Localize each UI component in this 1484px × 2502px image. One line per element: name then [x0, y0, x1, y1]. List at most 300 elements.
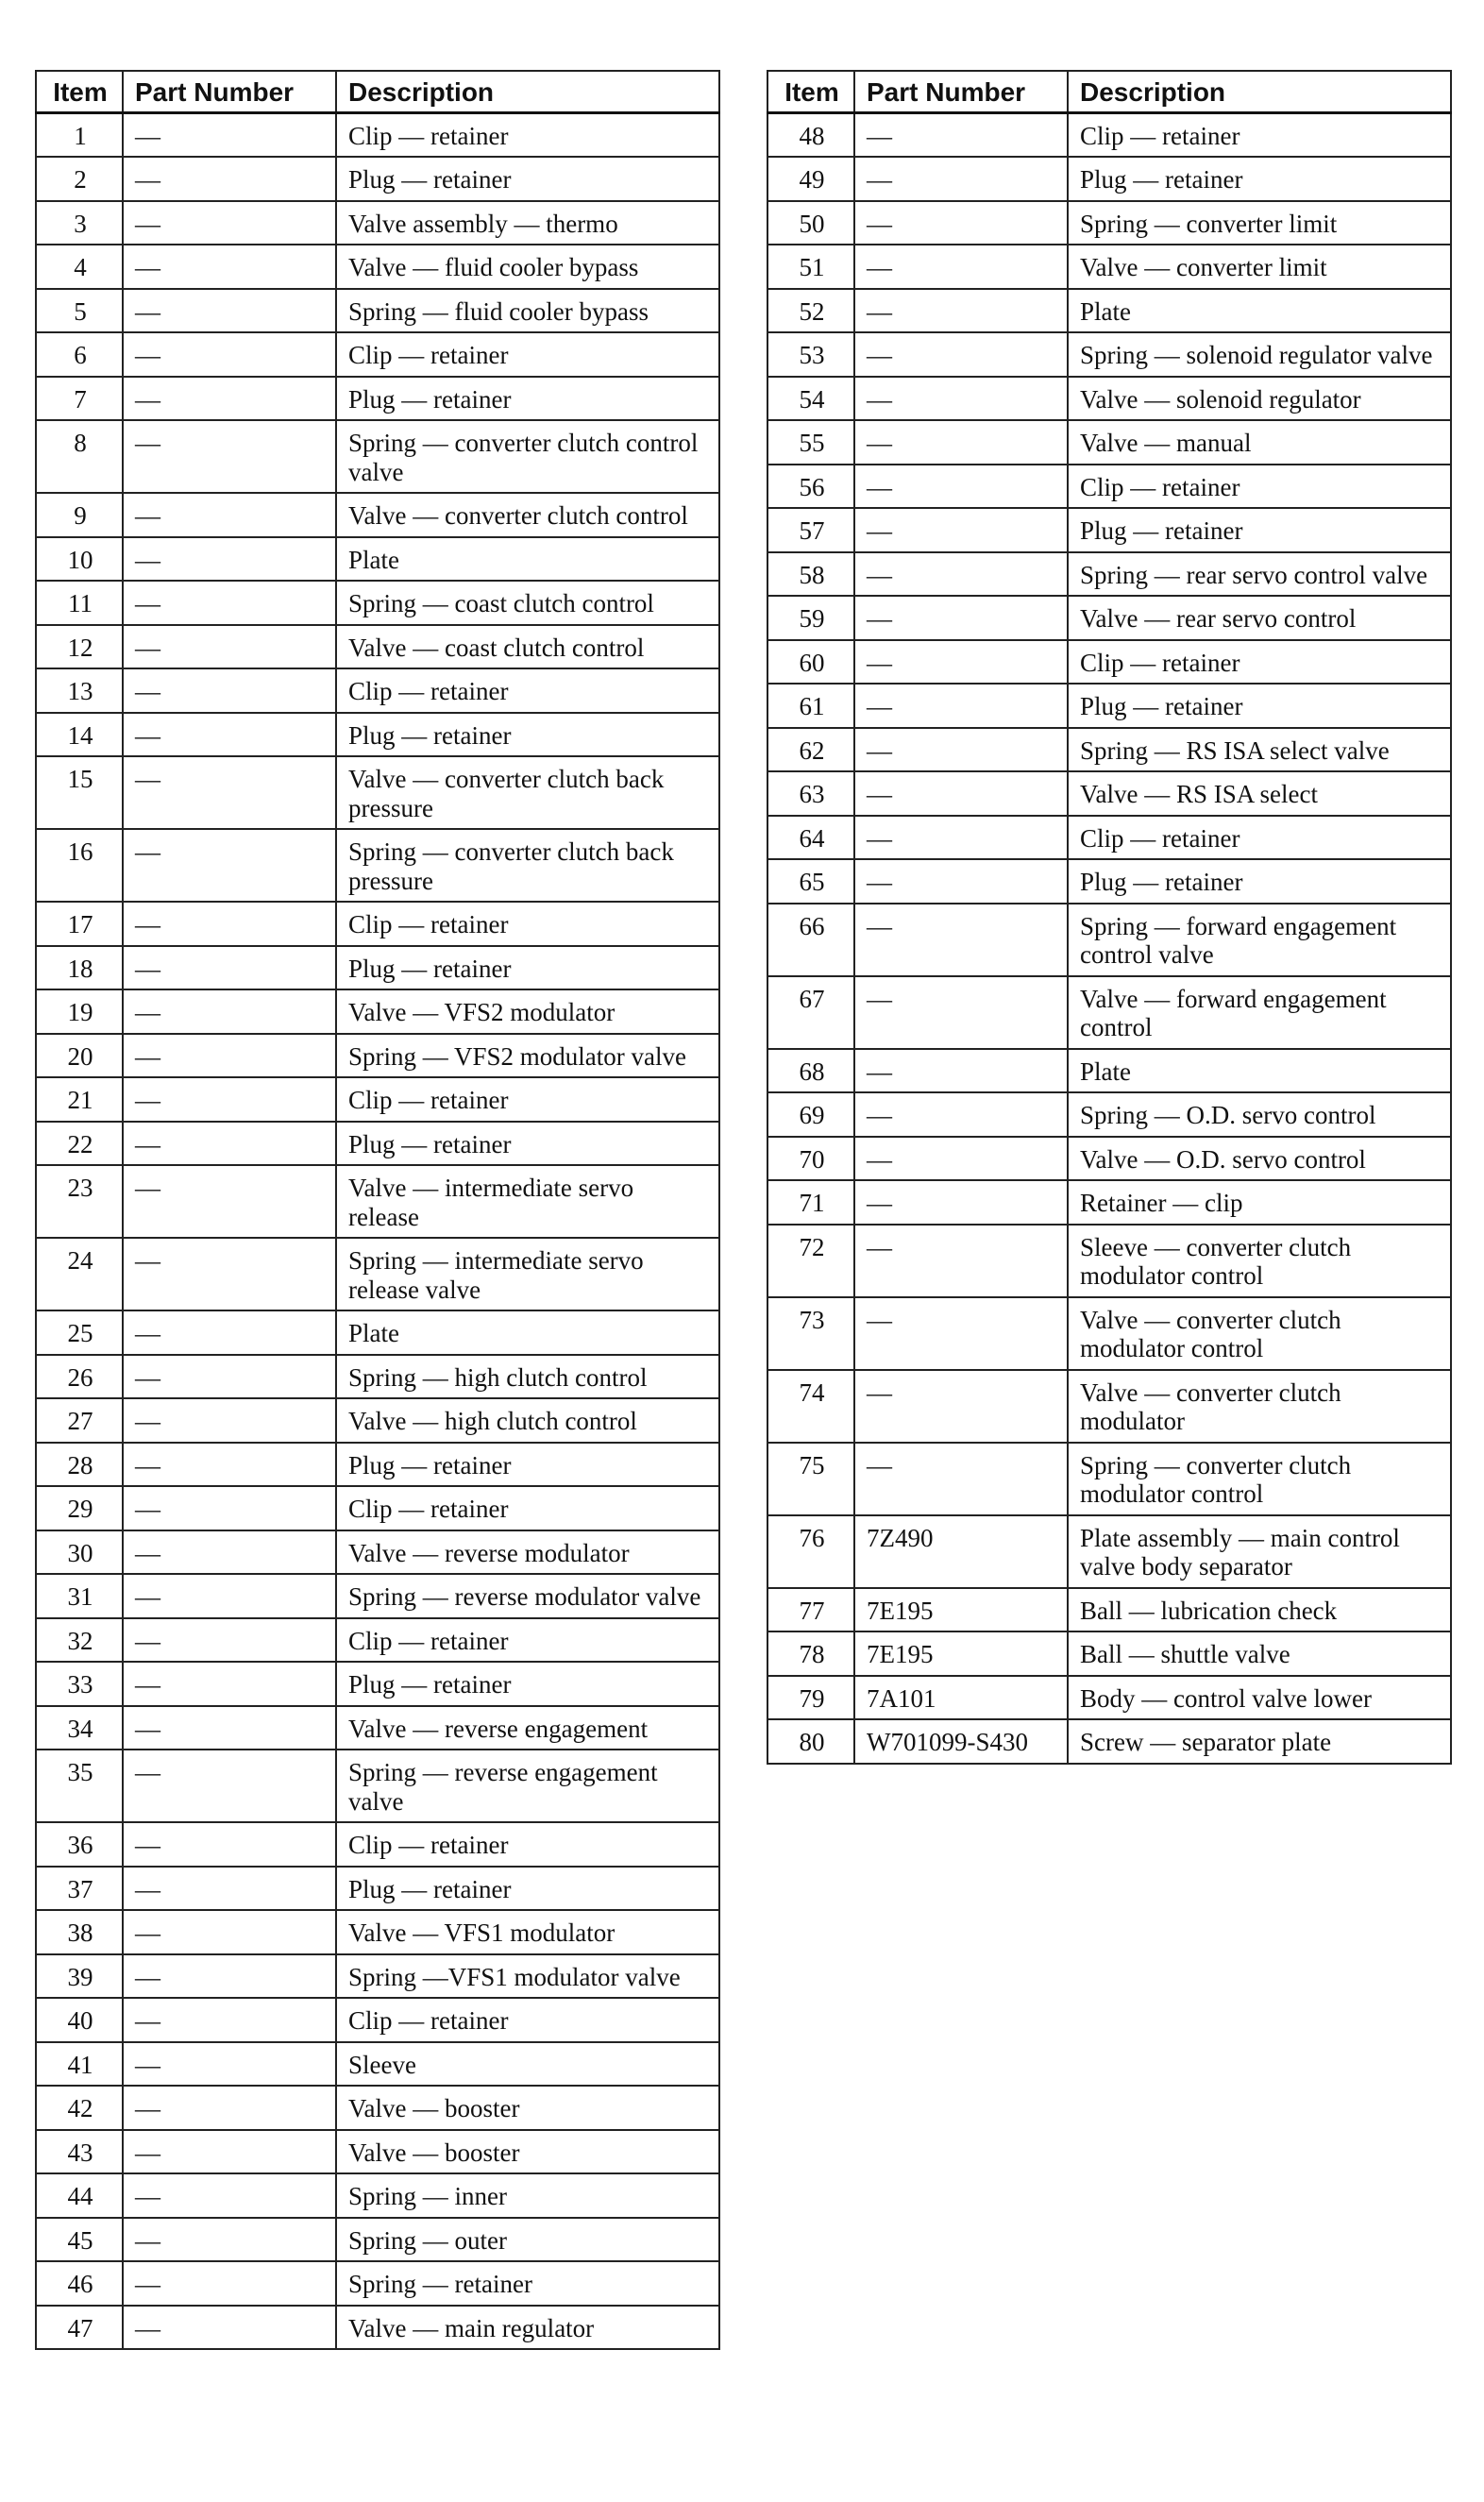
description-cell: Spring — rear servo control valve — [1068, 552, 1451, 597]
table-row — [767, 377, 1451, 421]
description-cell: Valve — forward engagement control — [1068, 976, 1451, 1049]
description-cell: Spring — VFS2 modulator valve — [336, 1034, 719, 1078]
table-row — [36, 2086, 719, 2130]
table-row — [767, 289, 1451, 333]
table-row — [36, 1034, 719, 1078]
description-cell: Clip — retainer — [336, 902, 719, 946]
part-number-cell: — — [123, 625, 336, 669]
item-cell: 41 — [36, 2042, 123, 2087]
item-cell: 32 — [36, 1618, 123, 1663]
description-cell: Screw — separator plate — [1068, 1719, 1451, 1764]
table-row — [767, 420, 1451, 465]
part-number-cell: — — [123, 1706, 336, 1750]
item-cell: 74 — [767, 1370, 854, 1443]
description-cell: Valve — solenoid regulator — [1068, 377, 1451, 421]
description-cell: Valve — booster — [336, 2086, 719, 2130]
item-cell: 39 — [36, 1954, 123, 1999]
part-number-cell: 7E195 — [854, 1588, 1068, 1632]
table-row — [767, 640, 1451, 685]
table-row — [767, 332, 1451, 377]
item-cell: 49 — [767, 157, 854, 201]
description-cell: Valve — fluid cooler bypass — [336, 245, 719, 289]
description-cell: Valve — reverse engagement — [336, 1706, 719, 1750]
table-row — [36, 1954, 719, 1999]
part-number-cell: — — [854, 552, 1068, 597]
item-cell: 68 — [767, 1049, 854, 1093]
item-cell: 12 — [36, 625, 123, 669]
item-cell: 16 — [36, 829, 123, 902]
table-row — [767, 112, 1451, 157]
part-number-cell: — — [123, 537, 336, 582]
table-row — [36, 289, 719, 333]
part-number-cell: — — [123, 581, 336, 625]
description-cell: Plug — retainer — [1068, 684, 1451, 728]
table-row — [36, 1750, 719, 1822]
table-row — [36, 902, 719, 946]
part-number-cell: — — [123, 1530, 336, 1575]
description-cell: Valve — VFS2 modulator — [336, 989, 719, 1034]
item-cell: 25 — [36, 1310, 123, 1355]
item-cell: 78 — [767, 1631, 854, 1676]
description-cell: Plug — retainer — [1068, 859, 1451, 904]
part-number-cell: — — [854, 1370, 1068, 1443]
part-number-cell: — — [854, 201, 1068, 245]
part-number-cell: — — [123, 1165, 336, 1238]
description-cell: Ball — lubrication check — [1068, 1588, 1451, 1632]
part-number-cell: — — [854, 332, 1068, 377]
column-header-item: Item — [767, 71, 854, 112]
description-cell: Plug — retainer — [336, 946, 719, 990]
item-cell: 26 — [36, 1355, 123, 1399]
column-header-description: Description — [1068, 71, 1451, 112]
description-cell: Clip — retainer — [1068, 112, 1451, 157]
part-number-cell: — — [854, 1137, 1068, 1181]
part-number-cell: — — [123, 1398, 336, 1443]
description-cell: Valve — converter clutch modulator control — [1068, 1297, 1451, 1370]
description-cell: Clip — retainer — [1068, 465, 1451, 509]
table-row — [767, 508, 1451, 552]
table-row — [36, 2261, 719, 2306]
description-cell: Valve — rear servo control — [1068, 596, 1451, 640]
item-cell: 10 — [36, 537, 123, 582]
table-row — [767, 1676, 1451, 1720]
item-cell: 48 — [767, 112, 854, 157]
part-number-cell: — — [123, 1662, 336, 1706]
description-cell: Valve — converter clutch control — [336, 493, 719, 537]
part-number-cell: — — [123, 668, 336, 713]
description-cell: Valve — intermediate servo release — [336, 1165, 719, 1238]
description-cell: Valve — coast clutch control — [336, 625, 719, 669]
description-cell: Plate — [1068, 289, 1451, 333]
part-number-cell: — — [123, 1355, 336, 1399]
table-row — [767, 1137, 1451, 1181]
table-row — [767, 552, 1451, 597]
description-cell: Spring — outer — [336, 2218, 719, 2262]
item-cell: 79 — [767, 1676, 854, 1720]
table-row — [36, 829, 719, 902]
item-cell: 33 — [36, 1662, 123, 1706]
part-number-cell: — — [123, 493, 336, 537]
table-row — [36, 1398, 719, 1443]
description-cell: Valve assembly — thermo — [336, 201, 719, 245]
item-cell: 69 — [767, 1092, 854, 1137]
part-number-cell: — — [123, 1822, 336, 1867]
part-number-cell: — — [854, 1225, 1068, 1297]
item-cell: 30 — [36, 1530, 123, 1575]
part-number-cell: — — [854, 1297, 1068, 1370]
description-cell: Sleeve — [336, 2042, 719, 2087]
item-cell: 2 — [36, 157, 123, 201]
description-cell: Plug — retainer — [1068, 508, 1451, 552]
table-row — [767, 201, 1451, 245]
item-cell: 70 — [767, 1137, 854, 1181]
table-row — [767, 1631, 1451, 1676]
table-row — [767, 1719, 1451, 1764]
table-row — [36, 332, 719, 377]
part-number-cell: — — [854, 684, 1068, 728]
description-cell: Spring — converter clutch modulator control — [1068, 1443, 1451, 1515]
description-cell: Spring — solenoid regulator valve — [1068, 332, 1451, 377]
item-cell: 35 — [36, 1750, 123, 1822]
item-cell: 34 — [36, 1706, 123, 1750]
description-cell: Spring — converter limit — [1068, 201, 1451, 245]
part-number-cell: — — [123, 245, 336, 289]
description-cell: Plug — retainer — [336, 713, 719, 757]
part-number-cell: — — [854, 1092, 1068, 1137]
table-row — [767, 596, 1451, 640]
item-cell: 15 — [36, 756, 123, 829]
item-cell: 21 — [36, 1077, 123, 1122]
table-row — [767, 1370, 1451, 1443]
description-cell: Clip — retainer — [336, 332, 719, 377]
table-row — [36, 2306, 719, 2350]
description-cell: Ball — shuttle valve — [1068, 1631, 1451, 1676]
description-cell: Plug — retainer — [336, 1662, 719, 1706]
description-cell: Spring — O.D. servo control — [1068, 1092, 1451, 1137]
description-cell: Plate — [1068, 1049, 1451, 1093]
description-cell: Valve — high clutch control — [336, 1398, 719, 1443]
table-row — [36, 989, 719, 1034]
description-cell: Clip — retainer — [336, 1822, 719, 1867]
description-cell: Spring — converter clutch control valve — [336, 420, 719, 493]
item-cell: 76 — [767, 1515, 854, 1588]
table-row — [767, 976, 1451, 1049]
item-cell: 23 — [36, 1165, 123, 1238]
part-number-cell: — — [123, 1574, 336, 1618]
description-cell: Valve — RS ISA select — [1068, 771, 1451, 816]
item-cell: 50 — [767, 201, 854, 245]
part-number-cell: — — [854, 771, 1068, 816]
table-row — [36, 1077, 719, 1122]
part-number-cell: — — [854, 640, 1068, 685]
item-cell: 65 — [767, 859, 854, 904]
part-number-cell: — — [854, 728, 1068, 772]
description-cell: Spring —VFS1 modulator valve — [336, 1954, 719, 1999]
item-cell: 37 — [36, 1867, 123, 1911]
description-cell: Valve — main regulator — [336, 2306, 719, 2350]
parts-table-right — [767, 70, 1452, 1765]
table-row — [36, 625, 719, 669]
description-cell: Clip — retainer — [336, 1998, 719, 2042]
table-header-row — [767, 71, 1451, 112]
table-row — [36, 1662, 719, 1706]
item-cell: 45 — [36, 2218, 123, 2262]
table-row — [36, 713, 719, 757]
description-cell: Valve — booster — [336, 2130, 719, 2174]
table-row — [36, 1122, 719, 1166]
table-row — [767, 1180, 1451, 1225]
part-number-cell: — — [123, 1122, 336, 1166]
item-cell: 67 — [767, 976, 854, 1049]
table-row — [767, 1092, 1451, 1137]
table-row — [36, 1574, 719, 1618]
table-row — [36, 2130, 719, 2174]
column-header-part-number: Part Number — [854, 71, 1068, 112]
description-cell: Valve — O.D. servo control — [1068, 1137, 1451, 1181]
part-number-cell: — — [123, 1310, 336, 1355]
part-number-cell: — — [123, 201, 336, 245]
table-row — [36, 581, 719, 625]
column-header-part-number: Part Number — [123, 71, 336, 112]
item-cell: 63 — [767, 771, 854, 816]
item-cell: 42 — [36, 2086, 123, 2130]
item-cell: 7 — [36, 377, 123, 421]
part-number-cell: — — [854, 904, 1068, 976]
table-row — [36, 756, 719, 829]
table-row — [767, 1225, 1451, 1297]
description-cell: Plug — retainer — [336, 377, 719, 421]
table-row — [767, 1049, 1451, 1093]
table-row — [36, 1910, 719, 1954]
part-number-cell: 7A101 — [854, 1676, 1068, 1720]
part-number-cell: — — [123, 713, 336, 757]
part-number-cell: 7E195 — [854, 1631, 1068, 1676]
description-cell: Spring — forward engagement control valve — [1068, 904, 1451, 976]
part-number-cell: — — [123, 157, 336, 201]
table-row — [36, 1618, 719, 1663]
description-cell: Valve — reverse modulator — [336, 1530, 719, 1575]
item-cell: 60 — [767, 640, 854, 685]
item-cell: 51 — [767, 245, 854, 289]
part-number-cell: — — [854, 1049, 1068, 1093]
item-cell: 24 — [36, 1238, 123, 1310]
item-cell: 72 — [767, 1225, 854, 1297]
part-number-cell: — — [854, 289, 1068, 333]
description-cell: Spring — RS ISA select valve — [1068, 728, 1451, 772]
item-cell: 11 — [36, 581, 123, 625]
item-cell: 4 — [36, 245, 123, 289]
part-number-cell: — — [854, 157, 1068, 201]
item-cell: 19 — [36, 989, 123, 1034]
description-cell: Clip — retainer — [1068, 816, 1451, 860]
table-row — [767, 684, 1451, 728]
table-row — [767, 728, 1451, 772]
table-row — [36, 420, 719, 493]
description-cell: Clip — retainer — [1068, 640, 1451, 685]
item-cell: 55 — [767, 420, 854, 465]
table-row — [36, 537, 719, 582]
item-cell: 58 — [767, 552, 854, 597]
description-cell: Valve — converter limit — [1068, 245, 1451, 289]
part-number-cell: — — [123, 756, 336, 829]
part-number-cell: — — [123, 2218, 336, 2262]
table-row — [767, 1443, 1451, 1515]
table-row — [36, 245, 719, 289]
part-number-cell: — — [123, 2130, 336, 2174]
part-number-cell: — — [123, 1486, 336, 1530]
item-cell: 54 — [767, 377, 854, 421]
item-cell: 71 — [767, 1180, 854, 1225]
table-row — [767, 465, 1451, 509]
item-cell: 57 — [767, 508, 854, 552]
table-row — [36, 1310, 719, 1355]
item-cell: 64 — [767, 816, 854, 860]
item-cell: 22 — [36, 1122, 123, 1166]
description-cell: Valve — manual — [1068, 420, 1451, 465]
table-row — [36, 493, 719, 537]
part-number-cell: — — [123, 902, 336, 946]
table-row — [36, 1822, 719, 1867]
part-number-cell: — — [854, 112, 1068, 157]
item-cell: 73 — [767, 1297, 854, 1370]
item-cell: 56 — [767, 465, 854, 509]
part-number-cell: — — [123, 1910, 336, 1954]
part-number-cell: — — [123, 2306, 336, 2350]
item-cell: 31 — [36, 1574, 123, 1618]
table-row — [36, 2173, 719, 2218]
part-number-cell: — — [123, 332, 336, 377]
item-cell: 46 — [36, 2261, 123, 2306]
table-row — [36, 668, 719, 713]
item-cell: 44 — [36, 2173, 123, 2218]
description-cell: Clip — retainer — [336, 112, 719, 157]
part-number-cell: — — [854, 596, 1068, 640]
part-number-cell: — — [123, 1998, 336, 2042]
table-row — [36, 201, 719, 245]
description-cell: Valve — VFS1 modulator — [336, 1910, 719, 1954]
description-cell: Plug — retainer — [336, 1867, 719, 1911]
item-cell: 3 — [36, 201, 123, 245]
item-cell: 27 — [36, 1398, 123, 1443]
item-cell: 18 — [36, 946, 123, 990]
table-row — [36, 157, 719, 201]
part-number-cell: — — [854, 420, 1068, 465]
table-row — [36, 2042, 719, 2087]
table-row — [767, 1588, 1451, 1632]
table-row — [36, 112, 719, 157]
item-cell: 75 — [767, 1443, 854, 1515]
part-number-cell: — — [123, 2173, 336, 2218]
description-cell: Plug — retainer — [1068, 157, 1451, 201]
part-number-cell: — — [854, 1180, 1068, 1225]
description-cell: Clip — retainer — [336, 1618, 719, 1663]
item-cell: 14 — [36, 713, 123, 757]
description-cell: Spring — converter clutch back pressure — [336, 829, 719, 902]
table-row — [36, 377, 719, 421]
column-header-item: Item — [36, 71, 123, 112]
table-row — [36, 2218, 719, 2262]
part-number-cell: — — [123, 420, 336, 493]
part-number-cell: — — [123, 989, 336, 1034]
part-number-cell: 7Z490 — [854, 1515, 1068, 1588]
table-row — [767, 1515, 1451, 1588]
part-number-cell: — — [123, 2042, 336, 2087]
item-cell: 28 — [36, 1443, 123, 1487]
table-row — [36, 1238, 719, 1310]
description-cell: Spring — reverse engagement valve — [336, 1750, 719, 1822]
table-row — [36, 946, 719, 990]
part-number-cell: — — [123, 377, 336, 421]
description-cell: Retainer — clip — [1068, 1180, 1451, 1225]
item-cell: 61 — [767, 684, 854, 728]
item-cell: 62 — [767, 728, 854, 772]
table-body-left — [36, 112, 719, 2349]
table-row — [36, 1355, 719, 1399]
part-number-cell: — — [123, 289, 336, 333]
item-cell: 36 — [36, 1822, 123, 1867]
description-cell: Clip — retainer — [336, 1486, 719, 1530]
column-header-description: Description — [336, 71, 719, 112]
part-number-cell: — — [123, 1238, 336, 1310]
item-cell: 47 — [36, 2306, 123, 2350]
table-row — [36, 1530, 719, 1575]
part-number-cell: — — [123, 1077, 336, 1122]
part-number-cell: — — [854, 508, 1068, 552]
item-cell: 9 — [36, 493, 123, 537]
part-number-cell: — — [123, 946, 336, 990]
part-number-cell: — — [854, 859, 1068, 904]
part-number-cell: — — [123, 1954, 336, 1999]
part-number-cell: — — [123, 829, 336, 902]
part-number-cell: — — [123, 112, 336, 157]
table-row — [36, 1165, 719, 1238]
part-number-cell: — — [123, 1443, 336, 1487]
table-row — [36, 1486, 719, 1530]
description-cell: Clip — retainer — [336, 1077, 719, 1122]
description-cell: Spring — fluid cooler bypass — [336, 289, 719, 333]
item-cell: 80 — [767, 1719, 854, 1764]
item-cell: 17 — [36, 902, 123, 946]
description-cell: Plate assembly — main control valve body separator — [1068, 1515, 1451, 1588]
description-cell: Spring — coast clutch control — [336, 581, 719, 625]
item-cell: 43 — [36, 2130, 123, 2174]
description-cell: Body — control valve lower — [1068, 1676, 1451, 1720]
description-cell: Plug — retainer — [336, 157, 719, 201]
description-cell: Valve — converter clutch back pressure — [336, 756, 719, 829]
item-cell: 52 — [767, 289, 854, 333]
item-cell: 13 — [36, 668, 123, 713]
description-cell: Plate — [336, 1310, 719, 1355]
item-cell: 66 — [767, 904, 854, 976]
table-row — [767, 1297, 1451, 1370]
description-cell: Plug — retainer — [336, 1443, 719, 1487]
item-cell: 77 — [767, 1588, 854, 1632]
description-cell: Valve — converter clutch modulator — [1068, 1370, 1451, 1443]
description-cell: Plate — [336, 537, 719, 582]
part-number-cell: — — [123, 1618, 336, 1663]
item-cell: 20 — [36, 1034, 123, 1078]
part-number-cell: — — [854, 245, 1068, 289]
description-cell: Plug — retainer — [336, 1122, 719, 1166]
description-cell: Spring — retainer — [336, 2261, 719, 2306]
part-number-cell: — — [123, 2086, 336, 2130]
description-cell: Spring — high clutch control — [336, 1355, 719, 1399]
table-row — [36, 1867, 719, 1911]
part-number-cell: — — [123, 1034, 336, 1078]
part-number-cell: W701099-S430 — [854, 1719, 1068, 1764]
item-cell: 1 — [36, 112, 123, 157]
table-row — [767, 245, 1451, 289]
